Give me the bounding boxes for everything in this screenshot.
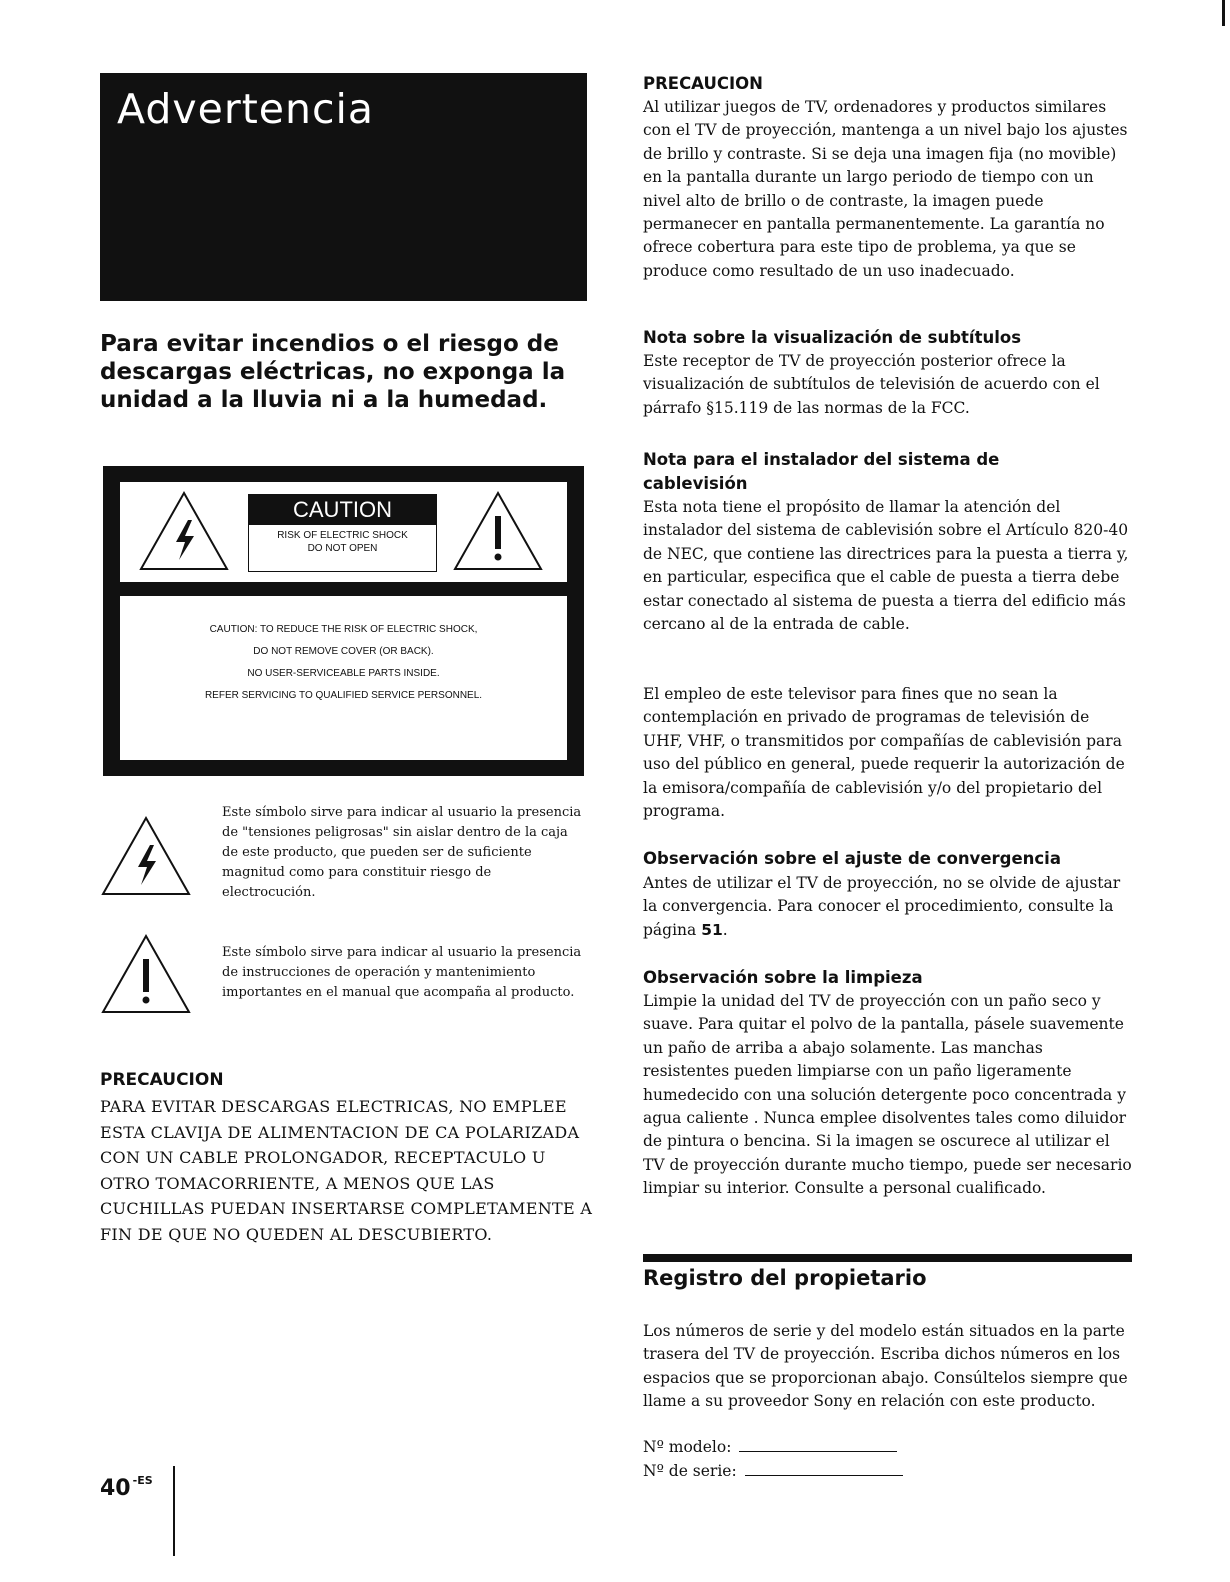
model-number-label: Nº modelo: (643, 1438, 732, 1456)
subtitles-body: Este receptor de TV de proyección posterior ofrece la visualización de subtítulos de televisión de acuerdo con el párrafo §15.119 de las normas de la FCC. (643, 352, 1100, 417)
precaucion-body: Al utilizar juegos de TV, ordenadores y productos similares con el TV de proyección, mantenga a un nivel bajo los ajustes de brillo y contraste. Si se deja una imagen fija (no movible) en la pantalla durante un largo periodo de tiempo con un nivel alto de brillo o de contraste, la imagen puede permanecer en pantalla permanentemente. La garantía no ofrece cobertura para este tipo de problema, ya que se produce como resultado de un uso inadecuado. (643, 98, 1128, 280)
left-precaucion-body: PARA EVITAR DESCARGAS ELECTRICAS, NO EMPLEE ESTA CLAVIJA DE ALIMENTACION DE CA POLARIZADA CON UN CABLE PROLONGADOR, RECEPTACULO U OTRO TOMACORRIENTE, A MENOS QUE LAS CUCHILLAS PUEDAN INSERTARSE COMPLETAMENTE A FIN DE QUE NO QUEDEN AL DESCUBIERTO. (100, 1097, 593, 1244)
lightning-symbol-icon (100, 815, 192, 897)
caution-line: NO USER-SERVICEABLE PARTS INSIDE. (247, 668, 440, 679)
title-banner (100, 73, 587, 301)
serial-number-blank (745, 1461, 903, 1476)
use-notice-body: El empleo de este televisor para fines que no sean la contemplación en privado de programas de televisión de UHF, VHF, o transmitidos por compañías de cablevisión para uso del público en general, puede requerir la autorización de la emisora/compañía de cablevisión y/o del propietario del programa. (643, 685, 1125, 821)
page-number-rule (173, 1466, 175, 1556)
caution-line: REFER SERVICING TO QUALIFIED SERVICE PERSONNEL. (204, 690, 483, 701)
model-number-blank (739, 1437, 897, 1452)
convergence-page-ref: 51 (701, 920, 723, 939)
page-number (100, 1474, 153, 1501)
cleaning-heading: Observación sobre la limpieza (643, 968, 923, 987)
fire-warning-heading: Para evitar incendios o el riesgo de descargas eléctricas, no exponga la unidad a la lluvia ni a la humedad. (100, 331, 566, 413)
serial-number-label: Nº de serie: (643, 1462, 737, 1480)
left-precaucion-heading: PRECAUCION (100, 1070, 224, 1090)
owner-section-rule (643, 1254, 1132, 1262)
caution-line: CAUTION: TO REDUCE THE RISK OF ELECTRIC SHOCK, (209, 624, 478, 635)
lightning-warning-icon (138, 490, 230, 572)
exclamation-symbol-description: Este símbolo sirve para indicar al usuario la presencia de instrucciones de operación y mantenimiento importantes en el manual que acompaña al producto. (222, 945, 582, 1000)
subtitles-heading: Nota sobre la visualización de subtítulos (643, 328, 1022, 347)
caution-line: DO NOT REMOVE COVER (OR BACK). (253, 646, 434, 657)
page-edge-mark (1222, 0, 1225, 26)
page-number-suffix: -ES (132, 1474, 153, 1487)
owner-body: Los números de serie y del modelo están situados en la parte trasera del TV de proyección. Escriba dichos números en los espacios que se proporcionan abajo. Consúltelos siempre que llame a su proveedor Sony en relación con este producto. (643, 1322, 1128, 1411)
exclamation-warning-icon (452, 490, 544, 572)
caution-badge (248, 494, 437, 572)
model-number-line (643, 1436, 1133, 1459)
convergence-heading: Observación sobre el ajuste de convergencia (643, 849, 1061, 868)
serial-number-line (643, 1460, 1133, 1483)
page-number-value: 40 (100, 1476, 131, 1501)
cleaning-body: Limpie la unidad del TV de proyección con un paño seco y suave. Para quitar el polvo de la pantalla, pásele suavemente un paño de arriba a abajo solamente. Las manchas resistentes pueden limpiarse con un paño ligeramente humedecido con una solución detergente poco concentrada y agua caliente . Nunca emplee disolventes tales como diluidor de pintura o bencina. Si la imagen se oscurece al utilizar el TV de proyección durante mucho tiempo, puede ser necesario limpiar su interior. Consulte a personal cualificado. (643, 992, 1132, 1198)
page-title: Advertencia (117, 85, 375, 133)
exclamation-symbol-icon (100, 933, 192, 1015)
caution-badge-title: CAUTION (249, 495, 436, 525)
caution-badge-line-1: RISK OF ELECTRIC SHOCK (277, 530, 408, 541)
installer-body: Esta nota tiene el propósito de llamar la atención del instalador del sistema de cablevisión sobre el Artículo 820-40 de NEC, que contiene las directrices para la puesta a tierra y, en particular, especifica que el cable de puesta a tierra debe estar conectado al sistema de puesta a tierra del edificio más cercano al de la entrada de cable. (643, 498, 1129, 634)
caution-instructions (120, 624, 567, 712)
precaucion-heading: PRECAUCION (643, 74, 763, 93)
owner-heading: Registro del propietario (643, 1266, 927, 1290)
convergence-text: Antes de utilizar el TV de proyección, no se olvide de ajustar la convergencia. Para conocer el procedimiento, consulte la página (643, 874, 1121, 939)
installer-heading: Nota para el instalador del sistema de cablevisión (643, 450, 1000, 493)
convergence-end: . (722, 920, 728, 939)
caution-badge-line-2: DO NOT OPEN (307, 543, 378, 554)
convergence-body (643, 872, 1133, 942)
lightning-symbol-description: Este símbolo sirve para indicar al usuario la presencia de "tensiones peligrosas" sin aislar dentro de la caja de este producto, que pueden ser de suficiente magnitud como para constituir riesgo de electrocución. (222, 805, 582, 900)
